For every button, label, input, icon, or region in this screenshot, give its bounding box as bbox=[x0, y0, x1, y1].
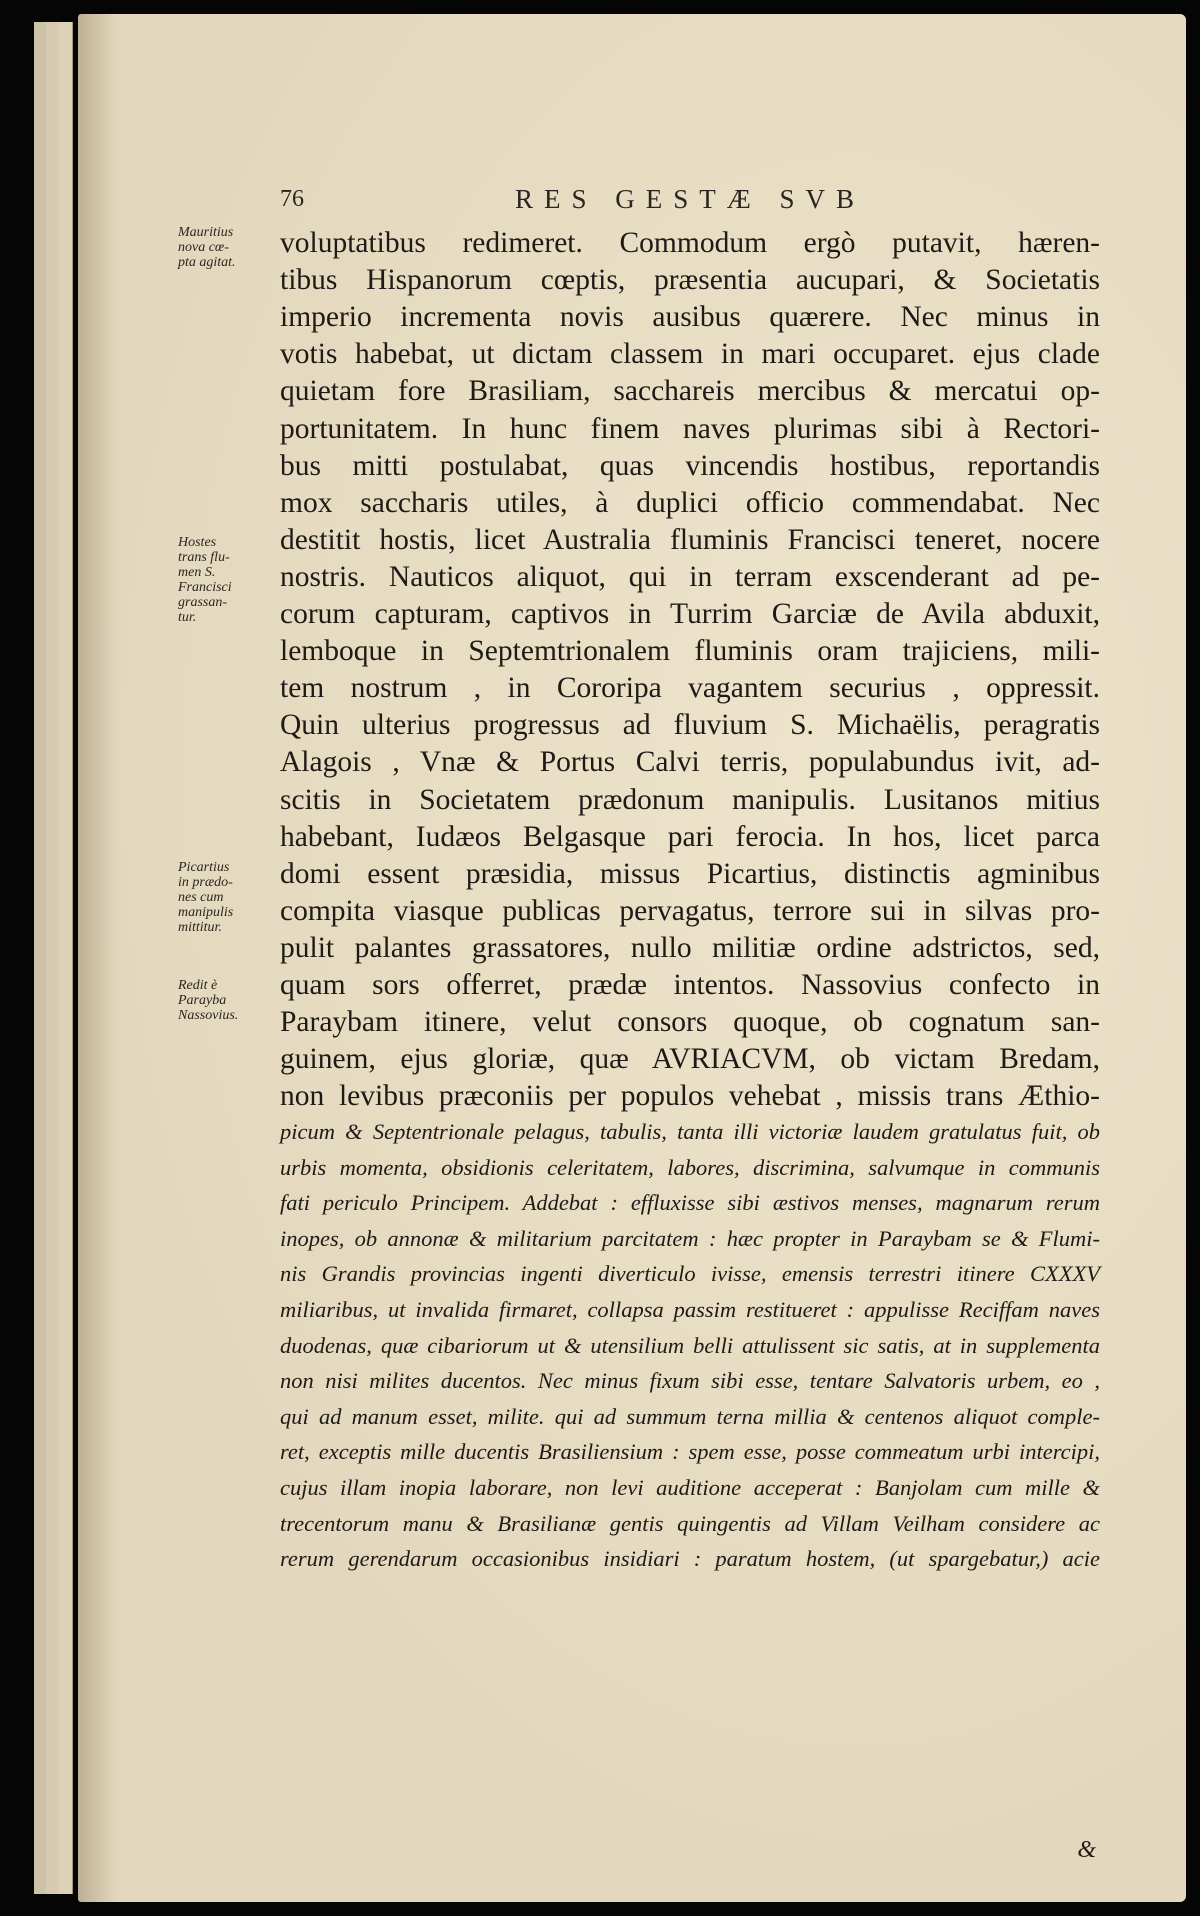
text-line: corum capturam, captivos in Turrim Garciæ de Avila abduxit, bbox=[280, 598, 1100, 630]
margin-note-line: pta agitat. bbox=[178, 255, 236, 270]
margin-note bbox=[178, 860, 278, 935]
margin-note-line: grassan- bbox=[178, 595, 228, 610]
running-head bbox=[280, 184, 1100, 224]
text-line: lemboque in Septemtrionalem fluminis oram trajiciens, mili- bbox=[280, 635, 1100, 668]
italic-text-line: inopes, ob annonæ & militarium parcitatem : hæc propter in Paraybam se & Flumi- bbox=[280, 1225, 1100, 1251]
margin-note bbox=[178, 225, 278, 270]
italic-text-line: miliaribus, ut invalida firmaret, collapsa passim restitueret : appulisse Reciffam naves bbox=[280, 1297, 1100, 1322]
margin-note-line: trans flu- bbox=[178, 550, 230, 565]
text-line: mox saccharis utiles, à duplici officio commendabat. Nec bbox=[280, 486, 1100, 519]
margin-note-line: tur. bbox=[178, 610, 197, 625]
page-number: 76 bbox=[280, 186, 304, 212]
text-line: destitit hostis, licet Australia fluminis Francisci teneret, nocere bbox=[280, 523, 1100, 556]
text-line: domi essent præsidia, missus Picartius, distinctis agminibus bbox=[280, 857, 1100, 890]
margin-note-line: Nassovius. bbox=[178, 1008, 239, 1023]
text-line: quietam fore Brasiliam, sacchareis mercibus & mercatui op- bbox=[280, 375, 1100, 408]
running-title: RES GESTÆ SVB bbox=[514, 184, 866, 214]
margin-note-line: Parayba bbox=[178, 993, 227, 1008]
text-line: voluptatibus redimeret. Commodum ergò putavit, hæren- bbox=[280, 227, 1100, 259]
italic-text-line: cujus illam inopia laborare, non levi auditione acceperat : Banjolam cum mille & bbox=[280, 1475, 1100, 1500]
margin-note bbox=[178, 535, 278, 625]
margin-note-line: Hostes bbox=[178, 535, 217, 550]
text-line: guinem, ejus gloriæ, quæ AVRIACVM, ob victam Bredam, bbox=[280, 1043, 1100, 1076]
italic-text-line: rerum gerendarum occasionibus insidiari : paratum hostem, (ut spargebatur,) acie bbox=[280, 1546, 1100, 1572]
margin-note-line: Picartius bbox=[178, 860, 230, 875]
italic-text-line: fati periculo Principem. Addebat : effluxisse sibi æstivos menses, magnarum rerum bbox=[280, 1190, 1100, 1216]
text-line: Alagois , Vnæ & Portus Calvi terris, populabundus ivit, ad- bbox=[280, 746, 1100, 779]
margin-note-line: manipulis bbox=[178, 905, 234, 920]
text-line: portunitatem. In hunc finem naves plurimas sibi à Rectori- bbox=[280, 412, 1100, 445]
italic-text-line: ret, exceptis mille ducentis Brasiliensium : spem esse, posse commeatum urbi intercipi, bbox=[280, 1439, 1100, 1465]
margin-note-line: Mauritius bbox=[178, 225, 234, 240]
italic-text-line: nis Grandis provincias ingenti diverticulo ivisse, emensis terrestri itinere CXXXV bbox=[280, 1261, 1100, 1287]
text-line: Quin ulterius progressus ad fluvium S. Michaëlis, peragratis bbox=[280, 709, 1100, 742]
italic-text-line: non nisi milites ducentos. Nec minus fixum sibi esse, tentare Salvatoris urbem, eo , bbox=[280, 1368, 1100, 1394]
text-line: nostris. Nauticos aliquot, qui in terram exscenderant ad pe- bbox=[280, 560, 1100, 593]
italic-text-line: picum & Septentrionale pelagus, tabulis, tanta illi victoriæ laudem gratulatus fuit, ob bbox=[280, 1119, 1100, 1144]
text-line: quam sors offerret, prædæ intentos. Nassovius confecto in bbox=[280, 969, 1100, 1001]
margin-note-line: mittitur. bbox=[178, 920, 222, 935]
margin-note-line: Redit è bbox=[178, 978, 218, 993]
text-line: scitis in Societatem prædonum manipulis. Lusitanos mitius bbox=[280, 783, 1100, 816]
italic-text-line: duodenas, quæ cibariorum ut & utensilium belli attulissent sic satis, at in supplementa bbox=[280, 1332, 1100, 1358]
text-line: pulit palantes grassatores, nullo militiæ ordine adstrictos, sed, bbox=[280, 931, 1100, 964]
text-line: non levibus præconiis per populos vehebat , missis trans Æthio- bbox=[280, 1080, 1100, 1113]
text-line: imperio incrementa novis ausibus quærere. Nec minus in bbox=[280, 301, 1100, 334]
text-line: Paraybam itinere, velut consors quoque, ob cognatum san- bbox=[280, 1006, 1100, 1039]
text-line: compita viasque publicas pervagatus, terrore sui in silvas pro- bbox=[280, 894, 1100, 927]
text-line: tem nostrum , in Cororipa vagantem securius , oppressit. bbox=[280, 672, 1100, 705]
catchword: & bbox=[1077, 1837, 1096, 1863]
margin-note-line: Francisci bbox=[178, 580, 232, 595]
text-line: votis habebat, ut dictam classem in mari occuparet. ejus clade bbox=[280, 338, 1100, 371]
italic-text-line: trecentorum manu & Brasilianæ gentis quingentis ad Villam Veilham considere ac bbox=[280, 1510, 1100, 1536]
italic-text-line: qui ad manum esset, milite. qui ad summum terna millia & centenos aliquot comple- bbox=[280, 1403, 1100, 1429]
text-line: tibus Hispanorum cœptis, præsentia aucupari, & Societatis bbox=[280, 264, 1100, 297]
italic-text-line: urbis momenta, obsidionis celeritatem, labores, discrimina, salvumque in communis bbox=[280, 1154, 1100, 1180]
page-edge bbox=[58, 22, 73, 1894]
margin-note bbox=[178, 978, 278, 1023]
margin-note-line: in prædo- bbox=[178, 875, 233, 890]
margin-note-line: men S. bbox=[178, 565, 216, 580]
text-line: habebant, Iudæos Belgasque pari ferocia. In hos, licet parca bbox=[280, 820, 1100, 853]
margin-note-line: nova cœ- bbox=[178, 240, 229, 255]
margin-note-line: nes cum bbox=[178, 890, 224, 905]
text-line: bus mitti postulabat, quas vincendis hostibus, reportandis bbox=[280, 449, 1100, 482]
